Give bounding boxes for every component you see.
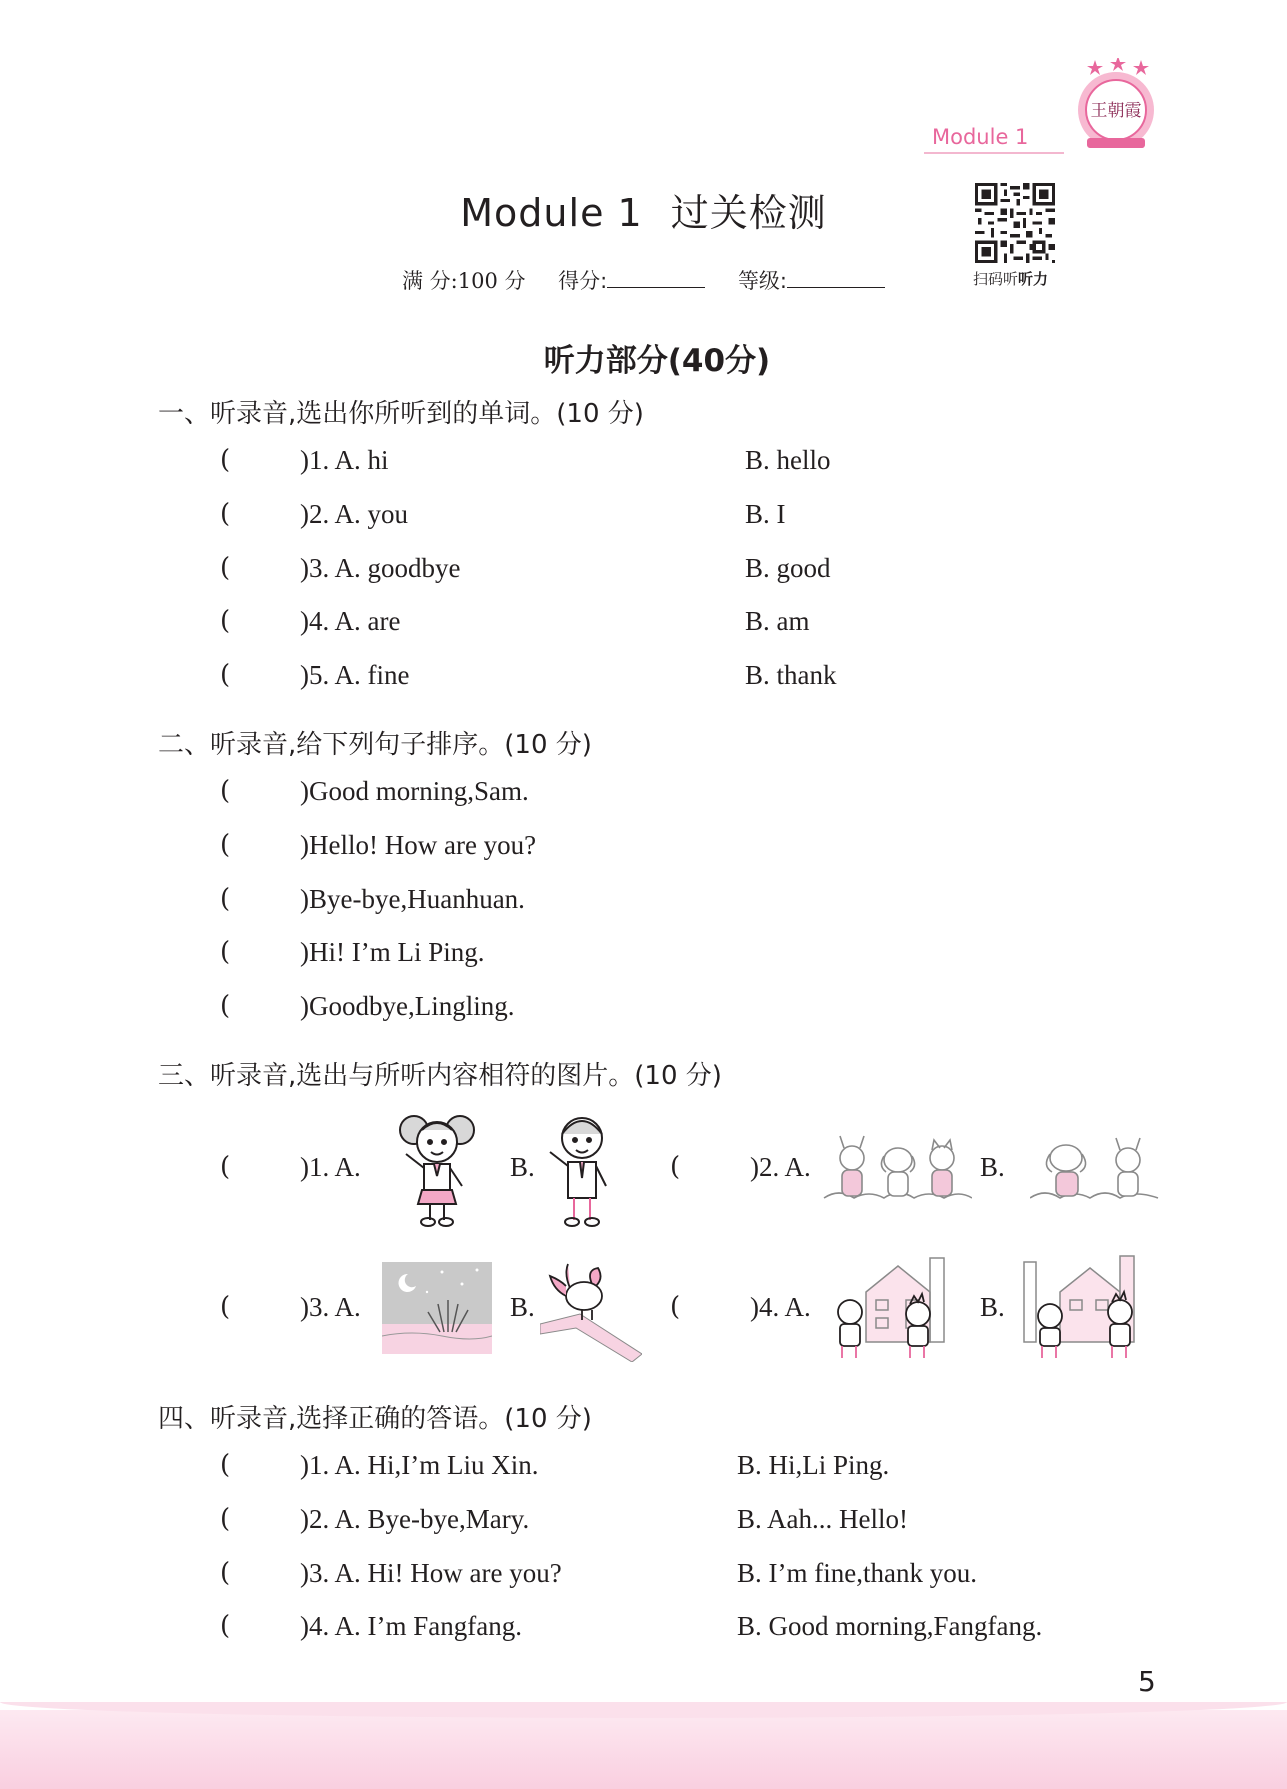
- page-title: [0, 182, 1287, 237]
- answer-paren[interactable]: (: [220, 830, 231, 860]
- option-a: )5. A. fine: [300, 660, 410, 690]
- grade-label: 等级:: [737, 269, 788, 293]
- footer-band: [0, 1710, 1287, 1789]
- answer-paren[interactable]: (: [220, 1558, 231, 1588]
- option-b: B. Hi,Li Ping.: [737, 1450, 890, 1480]
- answer-paren[interactable]: (: [220, 1152, 231, 1182]
- answer-paren[interactable]: (: [220, 1450, 231, 1480]
- answer-paren[interactable]: (: [220, 776, 231, 806]
- option-b: B. thank: [745, 660, 837, 690]
- option-b-label: B.: [510, 1292, 535, 1322]
- option-b: B. Good morning,Fangfang.: [737, 1611, 1043, 1641]
- option-a: )1. A. hi: [300, 445, 389, 475]
- sentence: )Hi! I’m Li Ping.: [300, 937, 485, 967]
- option-a-label: )4. A.: [750, 1292, 811, 1322]
- animals-group-picture[interactable]: [822, 1118, 972, 1220]
- score-blank[interactable]: [607, 269, 705, 288]
- module-tag: Module 1: [932, 125, 1029, 149]
- answer-paren[interactable]: (: [220, 606, 231, 636]
- option-b-label: B.: [980, 1152, 1005, 1182]
- option-a: )2. A. Bye-bye,Mary.: [300, 1504, 530, 1534]
- sentence: )Hello! How are you?: [300, 830, 537, 860]
- grade-blank[interactable]: [787, 269, 885, 288]
- title-module: Module 1: [460, 191, 643, 235]
- option-a-label: )3. A.: [300, 1292, 361, 1322]
- answer-paren[interactable]: (: [220, 1504, 231, 1534]
- answer-paren[interactable]: (: [220, 937, 231, 967]
- option-b: B. am: [745, 606, 810, 636]
- option-a: )3. A. goodbye: [300, 553, 461, 583]
- option-a: )3. A. Hi! How are you?: [300, 1558, 562, 1588]
- qr-code-icon[interactable]: [975, 183, 1055, 263]
- dog-and-deer-picture[interactable]: [1030, 1118, 1160, 1220]
- rooster-on-roof-picture[interactable]: [540, 1254, 642, 1362]
- night-moon-picture[interactable]: [382, 1262, 492, 1354]
- qr-caption-bold: 听力: [1018, 270, 1049, 288]
- answer-paren[interactable]: (: [220, 499, 231, 529]
- section-1-heading: 一、听录音,选出你所听到的单词。(10 分): [158, 399, 644, 429]
- title-text: 过关检测: [670, 191, 827, 235]
- brand-badge-logo: [1073, 58, 1159, 154]
- option-a: )4. A. are: [300, 606, 401, 636]
- answer-paren[interactable]: (: [670, 1292, 681, 1322]
- answer-paren[interactable]: (: [220, 884, 231, 914]
- option-b: B. hello: [745, 445, 831, 475]
- girl-waving-picture[interactable]: [392, 1108, 482, 1230]
- option-b-label: B.: [980, 1292, 1005, 1322]
- option-a-label: )1. A.: [300, 1152, 361, 1182]
- full-score: 满 分:100 分: [401, 269, 526, 293]
- answer-paren[interactable]: (: [220, 660, 231, 690]
- option-a: )2. A. you: [300, 499, 408, 529]
- section-3-heading: 三、听录音,选出与所听内容相符的图片。(10 分): [158, 1061, 722, 1091]
- option-b: B. I: [745, 499, 786, 529]
- option-a: )1. A. Hi,I’m Liu Xin.: [300, 1450, 539, 1480]
- answer-paren[interactable]: (: [220, 991, 231, 1021]
- option-b: B. Aah... Hello!: [737, 1504, 908, 1534]
- answer-paren[interactable]: (: [670, 1152, 681, 1182]
- sentence: )Goodbye,Lingling.: [300, 991, 515, 1021]
- children-at-school-picture[interactable]: [826, 1252, 956, 1364]
- score-line: [0, 265, 1287, 295]
- answer-paren[interactable]: (: [220, 1611, 231, 1641]
- boy-waving-picture[interactable]: [540, 1108, 620, 1230]
- option-b: B. good: [745, 553, 831, 583]
- section-4-heading: 四、听录音,选择正确的答语。(10 分): [158, 1404, 592, 1434]
- header-rule: [924, 152, 1064, 154]
- part-title: 听力部分(40分): [543, 343, 771, 379]
- score-label: 得分:: [558, 269, 608, 293]
- option-a-label: )2. A.: [750, 1152, 811, 1182]
- page-number: 5: [1138, 1665, 1156, 1698]
- sentence: )Good morning,Sam.: [300, 776, 529, 806]
- option-a: )4. A. I’m Fangfang.: [300, 1611, 522, 1641]
- sentence: )Bye-bye,Huanhuan.: [300, 884, 525, 914]
- qr-caption-prefix: 扫码听: [973, 270, 1019, 288]
- option-b-label: B.: [510, 1152, 535, 1182]
- children-leaving-picture[interactable]: [1020, 1252, 1140, 1364]
- svg-text:王朝霞: 王朝霞: [1090, 101, 1142, 121]
- option-b: B. I’m fine,thank you.: [737, 1558, 977, 1588]
- answer-paren[interactable]: (: [220, 1292, 231, 1322]
- answer-paren[interactable]: (: [220, 553, 231, 583]
- answer-paren[interactable]: (: [220, 445, 231, 475]
- section-2-heading: 二、听录音,给下列句子排序。(10 分): [158, 730, 592, 760]
